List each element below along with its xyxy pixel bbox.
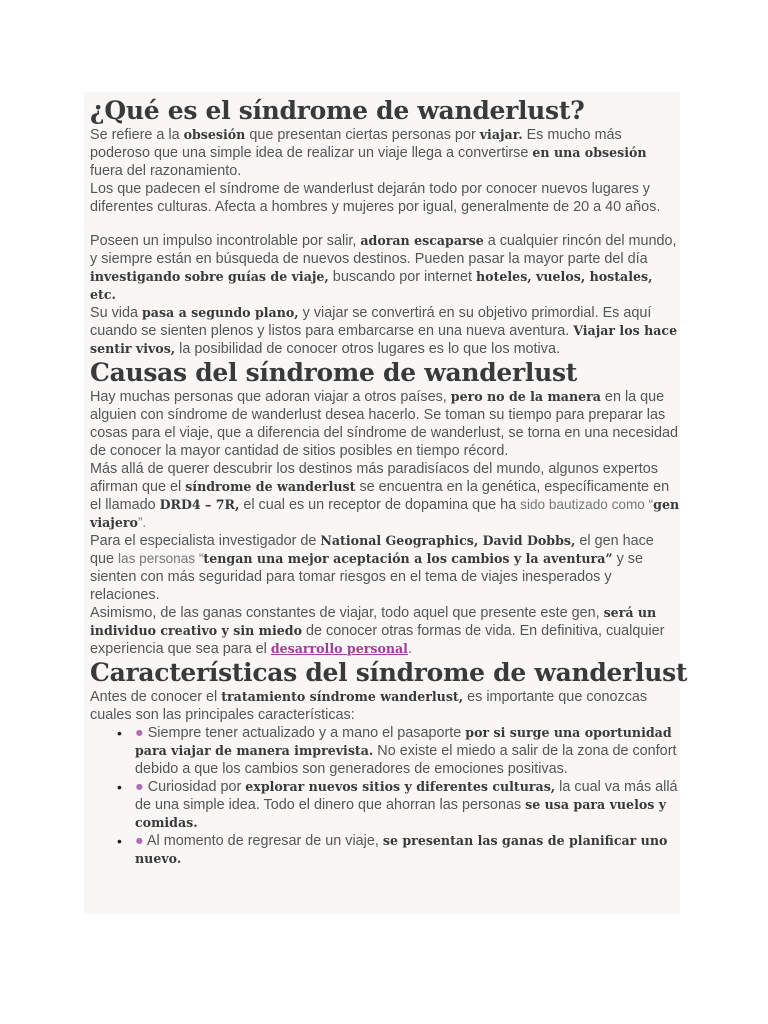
characteristics-list [90,724,680,868]
list-item: • ● Siempre tener actualizado y a mano el pasaporte por si surge una oportunidad para viajar de manera imprevista. No existe el miedo a salir de la zona de confort debido a que los cambios son generadores de emociones positivas. [117,725,677,777]
paragraph: Para el especialista investigador de National Geographics, David Dobbs, el gen hace que las personas “tengan una mejor aceptación a los cambios y la aventura” y se sienten con más seguridad para tomar riesgos en el tema de viajes inesperados y relaciones. [90,533,654,603]
paragraph: Los que padecen el síndrome de wanderlust dejarán todo por conocer nuevos lugares y diferentes culturas. Afecta a hombres y mujeres por igual, generalmente de 20 a 40 años. [90,181,661,215]
bullet-icon: • [117,725,122,741]
heading-causas: Causas del síndrome de wanderlust [90,358,577,387]
paragraph: Antes de conocer el tratamiento síndrome wanderlust, es importante que conozcas cuales son las principales características: [90,689,648,723]
dot-icon: ● [135,779,144,795]
dot-icon: ● [135,725,144,741]
paragraph: Más allá de querer descubrir los destinos más paradisíacos del mundo, algunos expertos afirman que el síndrome de wanderlust se encuentra en la genética, específicamente en el llamado DRD4 – 7R, el cual es un receptor de dopamina que ha sido bautizado como “gen viajero”. [90,461,680,530]
bullet-icon: • [117,779,122,795]
list-item: • ● Al momento de regresar de un viaje, se presentan las ganas de planificar uno nuevo. [117,833,668,866]
list-item: • ● Curiosidad por explorar nuevos sitios y diferentes culturas, la cual va más allá de una simple idea. Todo el dinero que ahorran las personas se usa para vuelos y comidas. [117,779,678,830]
bullet-icon: • [117,833,122,849]
paragraph: Asimismo, de las ganas constantes de viajar, todo aquel que presente este gen, será un individuo creativo y sin miedo de conocer otras formas de vida. En definitiva, cualquier experiencia que sea para el desarrollo personal. [90,605,665,657]
paragraph: Se refiere a la obsesión que presentan ciertas personas por viajar. Es mucho más poderoso que una simple idea de realizar un viaje llega a convertirse en una obsesión fuera del razonamiento. [90,127,647,179]
paragraph: Poseen un impulso incontrolable por salir, adoran escaparse a cualquier rincón del mundo, y siempre están en búsqueda de nuevos destinos. Pueden pasar la mayor parte del día investigando sobre guías de viaje, buscando por internet hoteles, vuelos, hostales, etc. [90,233,677,302]
heading-que-es: ¿Qué es el síndrome de wanderlust? [90,96,585,125]
heading-caracteristicas: Características del síndrome de wanderlust [90,658,688,687]
dot-icon: ● [135,833,144,849]
document-page [84,92,688,914]
paragraph: Su vida pasa a segundo plano, y viajar se convertirá en su objetivo primordial. Es aquí cuando se sienten plenos y listos para embarcarse en una nueva aventura. Viajar los hace sentir vivos, la posibilidad de conocer otros lugares es lo que los motiva. [90,305,678,357]
paragraph: Hay muchas personas que adoran viajar a otros países, pero no de la manera en la que alguien con síndrome de wanderlust desea hacerlo. Se toman su tiempo para preparar las cosas para el viaje, que a diferencia del síndrome de wanderlust, se torna en una necesidad de conocer la mayor cantidad de sitios posibles en tiempo récord. [90,389,678,459]
desarrollo-personal-link[interactable]: desarrollo personal [270,641,408,656]
